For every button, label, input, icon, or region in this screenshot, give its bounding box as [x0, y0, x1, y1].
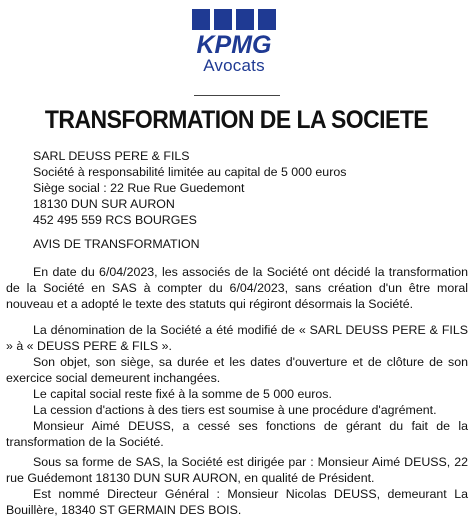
- company-city: 18130 DUN SUR AURON: [33, 197, 175, 211]
- paragraph-manager: Monsieur Aimé DEUSS, a cessé ses fonctions de gérant du fait de la transformation de la Société.: [6, 419, 468, 449]
- notice-title: AVIS DE TRANSFORMATION: [33, 237, 200, 251]
- paragraph-capital: Le capital social reste fixé à la somme de 5 000 euros.: [33, 387, 332, 401]
- paragraph-denomination: La dénomination de la Société a été modifié de « SARL DEUSS PERE & FILS » à « DEUSS PERE & FILS ».: [6, 323, 468, 353]
- page-title: TRANSFORMATION DE LA SOCIETE: [44, 106, 429, 134]
- paragraph-general-director: Est nommé Directeur Général : Monsieur Nicolas DEUSS, demeurant La Bouillère, 18340 ST GERMAIN DES BOIS.: [6, 487, 468, 517]
- company-rcs: 452 495 559 RCS BOURGES: [33, 213, 197, 227]
- paragraph-object: Son objet, son siège, sa durée et les dates d'ouverture et de clôture de son exercice social demeurent inchangées.: [6, 355, 468, 385]
- paragraph-management: [6, 454, 468, 518]
- company-block: [33, 148, 346, 228]
- paragraph-transformation: [6, 264, 468, 312]
- paragraph-changes: [6, 322, 468, 450]
- header-divider: [194, 95, 280, 96]
- paragraph-president: Sous sa forme de SAS, la Société est dirigée par : Monsieur Aimé DEUSS, 22 rue Guédemont 18130 DUN SUR AURON, en qualité de Président.: [6, 455, 468, 485]
- paragraph-share-transfer: La cession d'actions à des tiers est soumise à une procédure d'agrément.: [33, 403, 437, 417]
- company-name: SARL DEUSS PERE & FILS: [33, 149, 190, 163]
- kpmg-logo-mark: [186, 6, 282, 56]
- kpmg-logo: [186, 6, 282, 84]
- paragraph-text: En date du 6/04/2023, les associés de la Société ont décidé la transformation de la Société en SAS à compter du 6/04/2023, sans création d'un être moral nouveau et a adopté le texte des statuts qui régiront désormais la Société.: [6, 265, 468, 311]
- logo-brand-text: KPMG: [196, 31, 272, 56]
- company-seat: Siège social : 22 Rue Rue Guedemont: [33, 181, 245, 195]
- logo-subtitle: Avocats: [203, 56, 265, 75]
- company-form: Société à responsabilité limitée au capital de 5 000 euros: [33, 165, 347, 179]
